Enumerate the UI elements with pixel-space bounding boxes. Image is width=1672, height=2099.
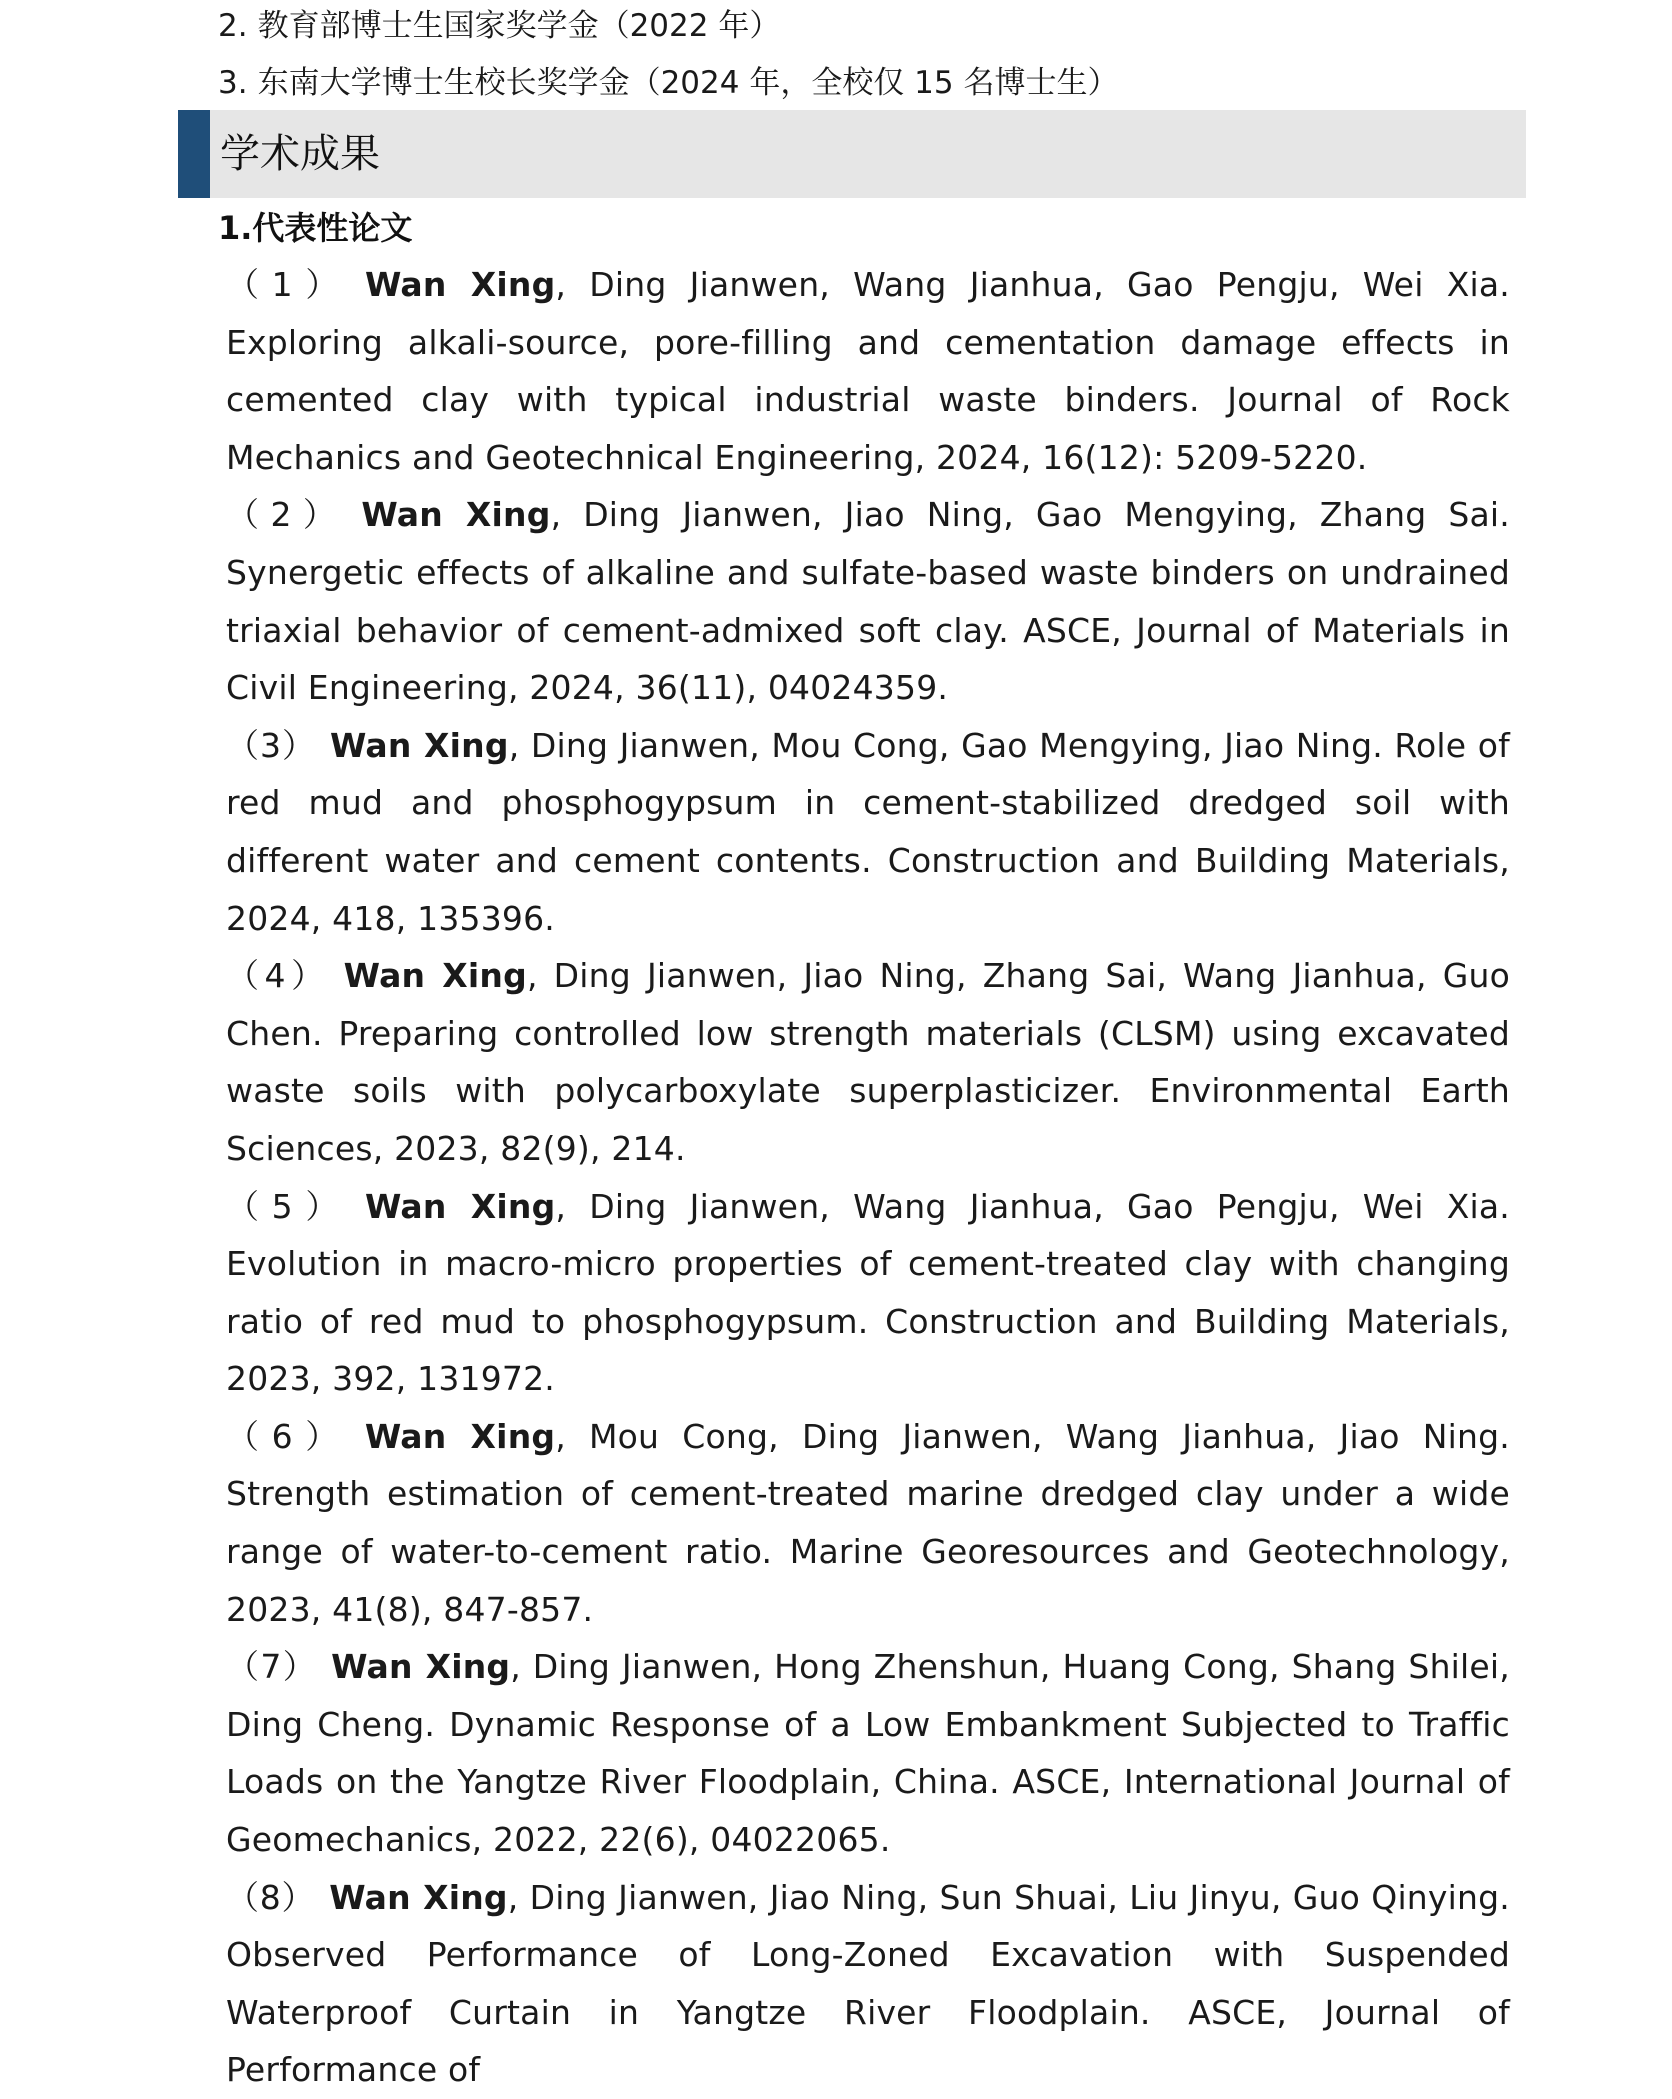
- award-text: 东南大学博士生校长奖学金（2024 年，全校仅 15 名博士生）: [257, 65, 1119, 101]
- award-item: [218, 6, 780, 46]
- paper-entry: [226, 256, 1510, 486]
- paper-index: （7）: [226, 1647, 318, 1687]
- paper-author-highlight: Wan Xing: [361, 495, 551, 535]
- paper-index: （3）: [226, 725, 316, 765]
- paper-index: （6）: [226, 1416, 351, 1456]
- paper-citation: , Ding Jianwen, Mou Cong, Gao Mengying, Jiao Ning. Role of red mud and phosphogypsum in cement-stabilized dredged soil with different water and cement contents. Construction and Building Materials, 2024, 418, 135396.: [226, 725, 1510, 938]
- paper-citation: , Ding Jianwen, Jiao Ning, Zhang Sai, Wang Jianhua, Guo Chen. Preparing controlled low strength materials (CLSM) using excavated waste soils with polycarboxylate superplasticizer. Environmental Earth Sciences, 2023, 82(9), 214.: [226, 956, 1510, 1168]
- paper-author-highlight: Wan Xing: [364, 1416, 556, 1456]
- paper-citation: , Ding Jianwen, Hong Zhenshun, Huang Cong, Shang Shilei, Ding Cheng. Dynamic Response of a Low Embankment Subjected to Traffic Loads on the Yangtze River Floodplain, China. ASCE, International Journal of Geomechanics, 2022, 22(6), 04022065.: [226, 1647, 1510, 1860]
- paper-entry: [226, 486, 1510, 716]
- paper-entry: [226, 947, 1510, 1177]
- paper-author-highlight: Wan Xing: [329, 1877, 508, 1917]
- paper-index: （8）: [226, 1877, 316, 1917]
- award-text: 教育部博士生国家奖学金（2022 年）: [257, 8, 781, 44]
- paper-entry: [226, 1178, 1510, 1408]
- paper-citation: , Ding Jianwen, Wang Jianhua, Gao Pengju, Wei Xia. Evolution in macro-micro properties of cement-treated clay with changing ratio of red mud to phosphogypsum. Construction and Building Materials, 2023, 392, 131972.: [226, 1186, 1510, 1399]
- paper-entry: [226, 1869, 1510, 2099]
- paper-index: （4）: [226, 956, 330, 996]
- paper-index: （1）: [226, 265, 351, 304]
- paper-citation: , Ding Jianwen, Jiao Ning, Gao Mengying, Zhang Sai. Synergetic effects of alkaline and sulfate-based waste binders on undrained triaxial behavior of cement-admixed soft clay. ASCE, Journal of Materials in Civil Engineering, 2024, 36(11), 04024359.: [226, 495, 1510, 708]
- paper-entry: [226, 717, 1510, 947]
- paper-citation: , Ding Jianwen, Wang Jianhua, Gao Pengju, Wei Xia. Exploring alkali-source, pore-filling and cementation damage effects in cemented clay with typical industrial waste binders. Journal of Rock Mechanics and Geotechnical Engineering, 2024, 16(12): 5209-5220.: [226, 265, 1510, 477]
- paper-entry: [226, 1638, 1510, 1868]
- section-title: 学术成果: [220, 131, 380, 177]
- paper-author-highlight: Wan Xing: [331, 1647, 511, 1687]
- paper-citation: , Ding Jianwen, Jiao Ning, Sun Shuai, Liu Jinyu, Guo Qinying. Observed Performance of Long-Zoned Excavation with Suspended Waterproof Curtain in Yangtze River Floodplain. ASCE, Journal of Performance of: [226, 1877, 1510, 2090]
- paper-list: [226, 256, 1510, 2099]
- paper-index: （5）: [226, 1186, 351, 1226]
- section-accent-bar: [178, 110, 210, 198]
- award-item: [218, 63, 1118, 103]
- paper-citation: , Mou Cong, Ding Jianwen, Wang Jianhua, Jiao Ning. Strength estimation of cement-treated marine dredged clay under a wide range of water-to-cement ratio. Marine Georesources and Geotechnology, 2023, 41(8), 847-857.: [226, 1416, 1510, 1629]
- paper-author-highlight: Wan Xing: [365, 1186, 556, 1226]
- paper-index: （2）: [226, 495, 348, 535]
- paper-author-highlight: Wan Xing: [343, 956, 527, 996]
- paper-entry: [226, 1408, 1510, 1638]
- award-number: 3.: [218, 65, 248, 101]
- paper-author-highlight: Wan Xing: [365, 265, 556, 304]
- paper-author-highlight: Wan Xing: [329, 725, 509, 765]
- section-header: [178, 110, 1526, 198]
- award-number: 2.: [218, 8, 248, 44]
- subheading-representative-papers: 1.代表性论文: [218, 209, 413, 247]
